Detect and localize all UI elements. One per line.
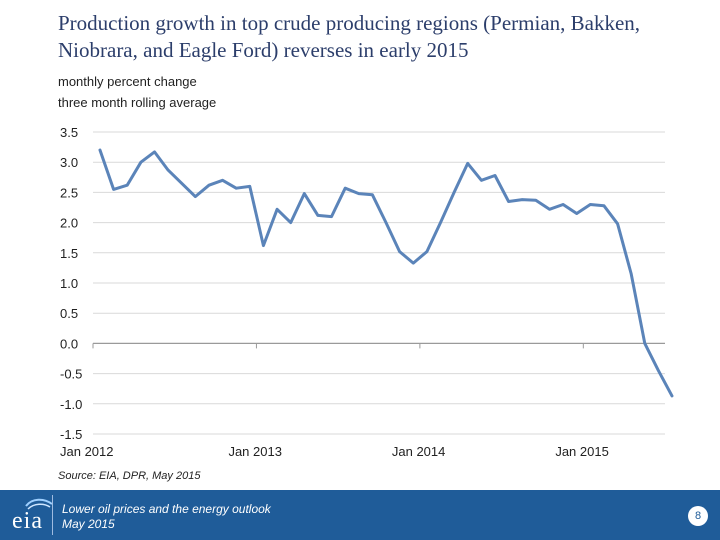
- data-point: [262, 244, 264, 246]
- chart-title: Production growth in top crude producing regions (Permian, Bakken, Niobrara, and Eagle Ford) reverses in early 2015: [58, 11, 641, 62]
- y-tick-label: 0.5: [60, 306, 79, 322]
- footer-divider: [52, 495, 53, 535]
- data-point: [276, 208, 278, 210]
- data-point: [616, 223, 618, 225]
- x-tick-label: Jan 2014: [391, 444, 446, 459]
- y-tick-label: 0.0: [60, 336, 79, 352]
- data-point: [167, 169, 169, 171]
- y-tick-label: -1.0: [60, 396, 83, 412]
- y-tick-label: 2.5: [60, 185, 79, 201]
- series-line: [100, 150, 672, 396]
- x-tick-label: Jan 2012: [60, 444, 114, 459]
- x-tick-label: Jan 2013: [228, 444, 282, 459]
- data-point: [140, 161, 142, 163]
- presentation-date: May 2015: [62, 517, 115, 531]
- data-point: [153, 151, 155, 153]
- y-tick-label: 1.5: [60, 245, 79, 261]
- data-point: [671, 395, 673, 397]
- data-point: [535, 199, 537, 201]
- data-point: [426, 250, 428, 252]
- data-point: [412, 262, 414, 264]
- y-tick-label: 3.5: [60, 125, 79, 140]
- data-point: [371, 194, 373, 196]
- y-tick-label: 1.0: [60, 276, 79, 291]
- data-point: [494, 174, 496, 176]
- data-point: [657, 369, 659, 371]
- data-point: [208, 184, 210, 186]
- page-number-badge: 8: [688, 506, 708, 526]
- data-point: [562, 203, 564, 205]
- data-point: [398, 250, 400, 252]
- x-tick-label: Jan 2015: [555, 444, 609, 459]
- source-note: Source: EIA, DPR, May 2015: [58, 470, 201, 482]
- data-point: [576, 212, 578, 214]
- data-point: [99, 149, 101, 151]
- data-point: [330, 215, 332, 217]
- data-point: [521, 198, 523, 200]
- data-point: [194, 195, 196, 197]
- data-point: [249, 185, 251, 187]
- data-point: [439, 221, 441, 223]
- logo-wordmark: eia: [12, 508, 43, 534]
- data-point: [453, 191, 455, 193]
- data-point: [181, 182, 183, 184]
- y-tick-label: -1.5: [60, 427, 83, 442]
- data-point: [358, 192, 360, 194]
- presentation-title: Lower oil prices and the energy outlook: [62, 502, 271, 516]
- data-point: [385, 221, 387, 223]
- data-point: [290, 221, 292, 223]
- data-point: [317, 214, 319, 216]
- subtitle-units: monthly percent change: [58, 74, 197, 89]
- data-point: [221, 179, 223, 181]
- data-point: [480, 179, 482, 181]
- y-tick-label: 3.0: [60, 155, 79, 171]
- subtitle-method: three month rolling average: [58, 95, 217, 110]
- data-point: [126, 184, 128, 186]
- eia-logo: [6, 496, 58, 534]
- footer-bar: [0, 490, 720, 540]
- y-tick-label: -0.5: [60, 366, 83, 382]
- data-point: [603, 205, 605, 207]
- data-point: [303, 192, 305, 194]
- data-point: [630, 273, 632, 275]
- data-point: [112, 188, 114, 190]
- data-point: [589, 203, 591, 205]
- data-point: [467, 162, 469, 164]
- data-point: [235, 187, 237, 189]
- y-tick-label: 2.0: [60, 215, 79, 231]
- data-point: [344, 187, 346, 189]
- data-point: [644, 342, 646, 344]
- data-point: [507, 200, 509, 202]
- data-point: [548, 208, 550, 210]
